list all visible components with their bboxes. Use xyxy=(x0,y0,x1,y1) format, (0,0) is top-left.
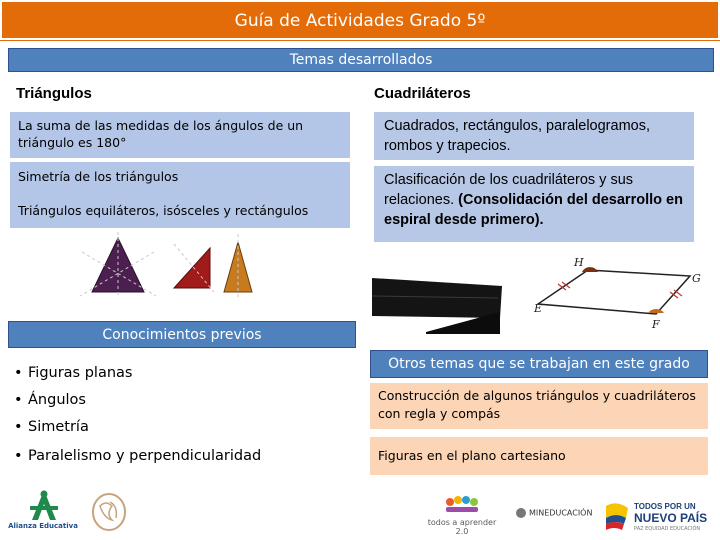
previous-item-label: Figuras planas xyxy=(28,365,133,381)
seal-logo xyxy=(90,492,128,532)
topic-box-sum-angles xyxy=(10,112,350,158)
previous-item: • Paralelismo y perpendicularidad xyxy=(14,448,262,464)
quadrilaterals-heading: Cuadriláteros xyxy=(374,85,471,102)
label-f: F xyxy=(652,318,660,331)
parallelogram-shape xyxy=(538,270,690,314)
parallelogram-illustration xyxy=(372,248,708,334)
previous-item-label: Simetría xyxy=(28,419,89,435)
quad-box-types xyxy=(374,112,694,160)
nuevo-pais-logo xyxy=(604,500,716,538)
label-h: H xyxy=(574,256,584,269)
quad-classification-text: Clasificación de los cuadriláteros y sus relaciones. xyxy=(384,172,634,208)
other-topics-title: Otros temas que se trabajan en este grado xyxy=(388,356,690,372)
label-g: G xyxy=(692,272,701,285)
quad-types-text: Cuadrados, rectángulos, paralelogramos, rombos y trapecios. xyxy=(384,118,650,154)
other-topics-band xyxy=(370,350,708,378)
todos-a-aprender-text: todos a aprender 2.0 xyxy=(427,518,497,536)
page-banner xyxy=(0,0,720,40)
angle-mark-f xyxy=(648,309,664,313)
nuevo-pais-line1: TODOS POR UN xyxy=(634,502,696,511)
shield-icon xyxy=(516,508,526,518)
quad-classification-note: (Consolidación del desarrollo en espiral desde primero). xyxy=(384,192,683,228)
previous-knowledge-band xyxy=(8,321,356,348)
topic-box-triangles xyxy=(10,162,350,228)
section-band xyxy=(8,48,714,72)
alianza-logo-text: Alianza Educativa xyxy=(8,522,78,530)
previous-item: • Figuras planas xyxy=(14,365,133,381)
quad-box-classification xyxy=(374,166,694,242)
previous-item-label: Ángulos xyxy=(28,392,86,408)
other-topic-cartesian: Figuras en el plano cartesiano xyxy=(378,448,566,463)
other-topic-construction: Construcción de algunos triángulos y cuadriláteros con regla y compás xyxy=(378,388,696,421)
previous-knowledge-title: Conocimientos previos xyxy=(102,327,262,343)
topic-sum-angles: La suma de las medidas de los ángulos de un triángulo es 180° xyxy=(18,118,304,150)
section-title: Temas desarrollados xyxy=(289,52,433,68)
nuevo-pais-line2: NUEVO PAÍS xyxy=(634,511,708,525)
topic-triangle-types: Triángulos equiláteros, isósceles y rectángulos xyxy=(18,203,309,218)
nuevo-pais-line3: PAZ EQUIDAD EDUCACIÓN xyxy=(634,526,701,532)
triangles-heading: Triángulos xyxy=(16,85,92,102)
todos-a-aprender-logo xyxy=(426,496,498,536)
label-e: E xyxy=(534,302,543,315)
previous-item-label: Paralelismo y perpendicularidad xyxy=(28,448,262,464)
alianza-logo-icon xyxy=(24,490,64,522)
other-topic-box xyxy=(370,437,708,475)
alianza-educativa-logo xyxy=(8,490,78,538)
flag-icon xyxy=(604,502,630,532)
right-triangle xyxy=(174,248,210,288)
other-topic-box xyxy=(370,383,708,429)
previous-item: • Simetría xyxy=(14,419,89,435)
previous-item: • Ángulos xyxy=(14,392,86,408)
mineducacion-logo xyxy=(516,508,596,524)
people-icon xyxy=(444,496,480,514)
topic-symmetry: Simetría de los triángulos xyxy=(18,169,179,184)
page-title: Guía de Actividades Grado 5º xyxy=(234,11,486,31)
mineducacion-text: MINEDUCACIÓN xyxy=(529,508,593,518)
angle-mark-h xyxy=(582,267,598,272)
triangles-illustration xyxy=(74,230,274,300)
